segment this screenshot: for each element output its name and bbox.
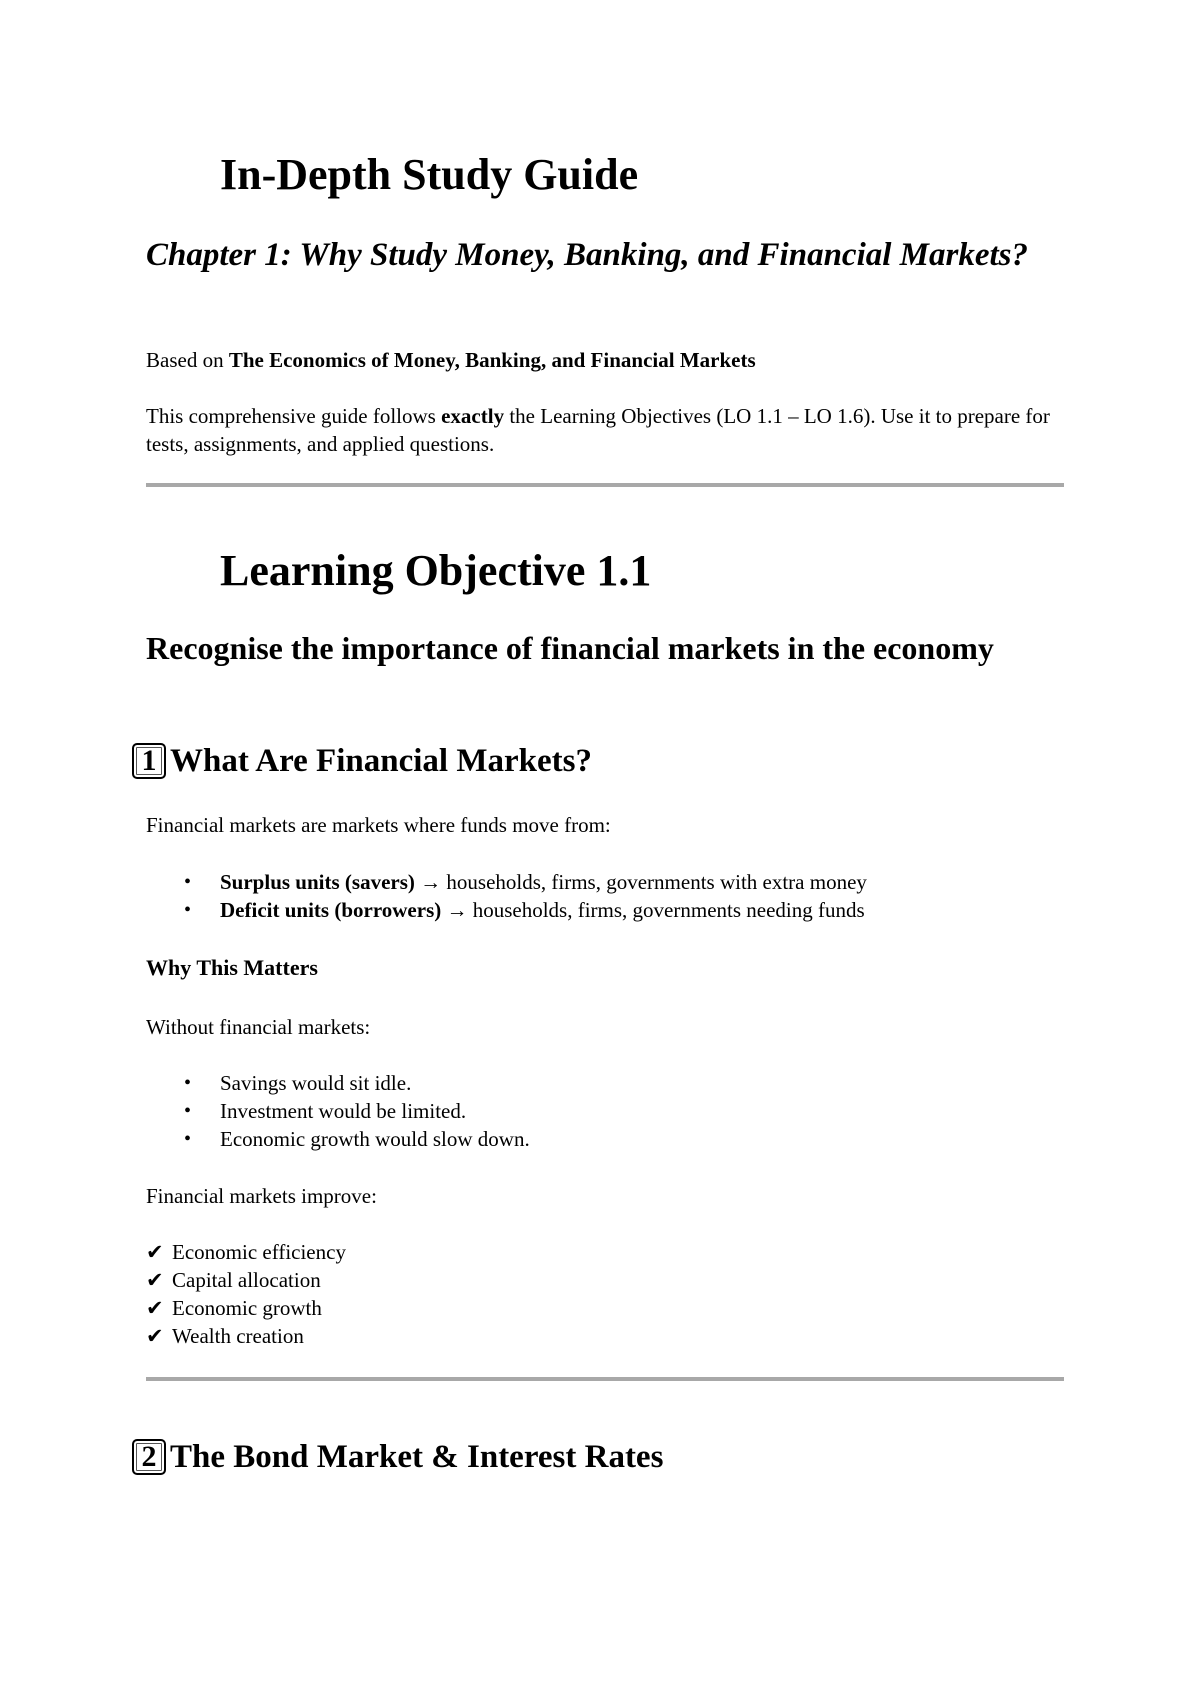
bullet-symbol: • <box>184 899 192 921</box>
unit-label: Surplus units (savers) <box>220 870 415 894</box>
horizontal-rule <box>146 1377 1064 1381</box>
without-list <box>146 1069 530 1153</box>
list-item <box>146 1294 346 1322</box>
list-item-text: Wealth creation <box>172 1324 304 1348</box>
book-title: The Economics of Money, Banking, and Financial Markets <box>228 348 756 372</box>
list-item-text: Savings would sit idle. <box>220 1071 412 1095</box>
section-title: The Bond Market & Interest Rates <box>170 1439 664 1475</box>
list-item <box>146 1097 530 1125</box>
list-item <box>146 1238 346 1266</box>
horizontal-rule <box>146 483 1064 487</box>
list-item <box>146 896 867 924</box>
chapter-heading: Chapter 1: Why Study Money, Banking, and Financial Markets? <box>146 237 1028 273</box>
list-item <box>146 1322 346 1350</box>
lo-subheading: Recognise the importance of financial markets in the economy <box>146 630 994 666</box>
unit-description: households, firms, governments with extra money <box>446 870 867 894</box>
arrow-symbol: → <box>446 898 468 922</box>
document-title: In-Depth Study Guide <box>220 150 639 199</box>
lo-heading: Learning Objective 1.1 <box>220 546 652 595</box>
intro-text-2: the Learning Objectives (LO 1.1 – LO 1.6). Use it to prepare for tests, assignments, and applied questions. <box>146 404 1050 456</box>
unit-label: Deficit units (borrowers) <box>220 898 442 922</box>
intro-emphasis: exactly <box>441 404 505 428</box>
units-list <box>146 868 867 924</box>
list-item-text: Economic efficiency <box>172 1240 346 1264</box>
list-item <box>146 868 867 896</box>
list-item <box>146 1266 346 1294</box>
improve-intro: Financial markets improve: <box>146 1184 377 1208</box>
bullet-symbol: • <box>184 871 192 893</box>
check-icon: ✔ <box>146 1324 164 1348</box>
check-icon: ✔ <box>146 1296 164 1320</box>
section-heading-1 <box>141 741 592 781</box>
bullet-symbol: • <box>184 1072 192 1094</box>
arrow-symbol: → <box>420 870 442 894</box>
based-on-prefix: Based on <box>146 348 224 372</box>
without-intro: Without financial markets: <box>146 1015 371 1039</box>
section-number-badge: 1 <box>132 743 166 779</box>
list-item-text: Capital allocation <box>172 1268 321 1292</box>
list-item-text: Economic growth <box>172 1296 322 1320</box>
unit-description: households, firms, governments needing funds <box>472 898 865 922</box>
list-item-text: Investment would be limited. <box>220 1099 467 1123</box>
section-heading-2 <box>141 1437 664 1477</box>
improve-list <box>146 1238 346 1350</box>
based-on-line <box>146 346 756 374</box>
intro-paragraph <box>146 402 1066 458</box>
intro-text-1: This comprehensive guide follows <box>146 404 436 428</box>
section-title: What Are Financial Markets? <box>170 743 592 779</box>
list-item <box>146 1069 530 1097</box>
why-heading: Why This Matters <box>146 955 318 980</box>
section-number-badge: 2 <box>132 1439 166 1475</box>
bullet-symbol: • <box>184 1100 192 1122</box>
check-icon: ✔ <box>146 1268 164 1292</box>
section-intro: Financial markets are markets where funds move from: <box>146 813 611 837</box>
bullet-symbol: • <box>184 1128 192 1150</box>
check-icon: ✔ <box>146 1240 164 1264</box>
list-item <box>146 1125 530 1153</box>
list-item-text: Economic growth would slow down. <box>220 1127 530 1151</box>
